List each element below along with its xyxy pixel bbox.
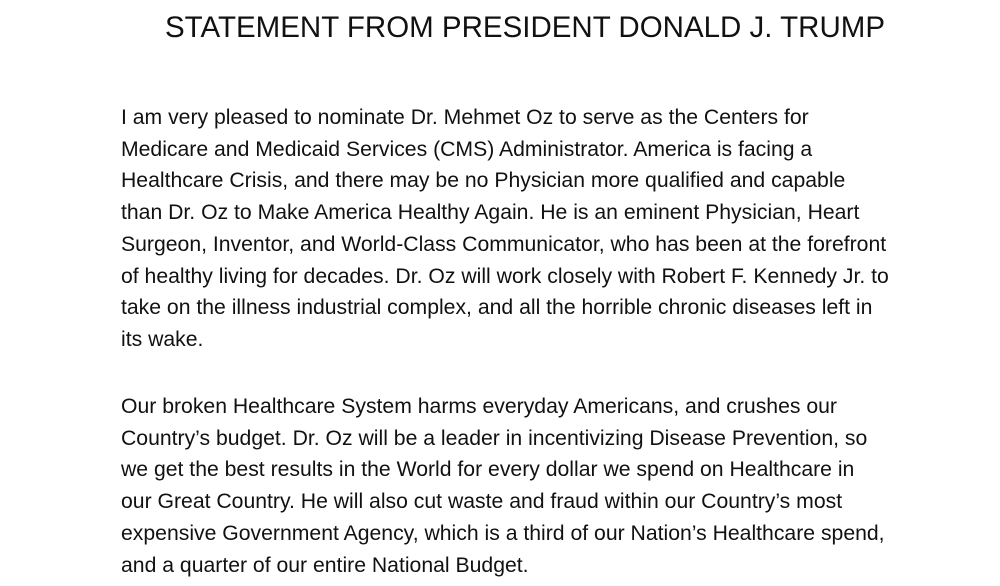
statement-title: STATEMENT FROM PRESIDENT DONALD J. TRUMP — [164, 11, 886, 44]
paragraph-line: Medicare and Medicaid Services (CMS) Administrator. America is facing a — [121, 137, 813, 161]
paragraph-line: expensive Government Agency, which is a third of our Nation’s Healthcare spend, — [121, 521, 885, 545]
paragraph-line: take on the illness industrial complex, and all the horrible chronic diseases left in — [121, 296, 873, 320]
paragraph-line: Healthcare Crisis, and there may be no Physician more qualified and capable — [121, 169, 846, 193]
paragraph-line: than Dr. Oz to Make America Healthy Again. He is an eminent Physician, Heart — [121, 201, 860, 225]
statement-paragraph-2 — [121, 391, 885, 581]
paragraph-line: of healthy living for decades. Dr. Oz will work closely with Robert F. Kennedy Jr. to — [121, 264, 889, 288]
paragraph-line: Country’s budget. Dr. Oz will be a leader in incentivizing Disease Prevention, so — [121, 426, 868, 450]
paragraph-line: our Great Country. He will also cut waste and fraud within our Country’s most — [121, 490, 843, 514]
paragraph-line: Surgeon, Inventor, and World-Class Communicator, who has been at the forefront — [121, 232, 887, 256]
statement-paragraph-1 — [121, 102, 889, 356]
paragraph-line: Our broken Healthcare System harms everyday Americans, and crushes our — [121, 395, 837, 418]
paragraph-line: and a quarter of our entire National Budget. — [121, 553, 529, 577]
paragraph-line: its wake. — [121, 327, 204, 351]
paragraph-line: we get the best results in the World for every dollar we spend on Healthcare in — [121, 458, 855, 482]
paragraph-line: I am very pleased to nominate Dr. Mehmet Oz to serve as the Centers for — [121, 106, 809, 129]
